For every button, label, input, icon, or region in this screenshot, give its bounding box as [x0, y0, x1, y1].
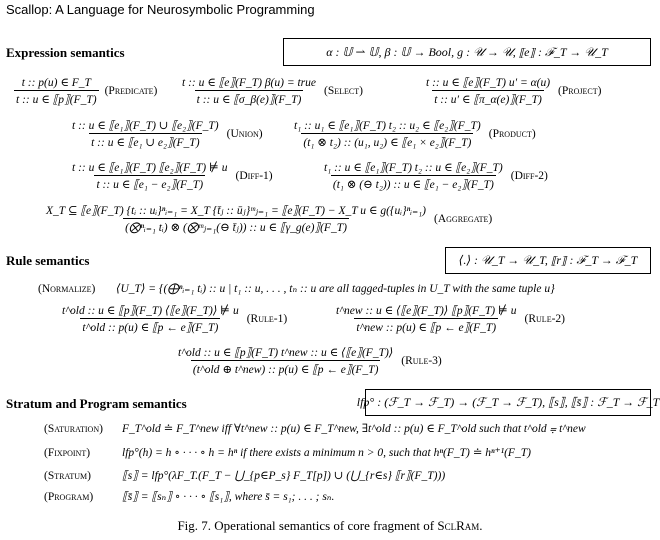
caption-name: SclRam: [437, 518, 480, 533]
line-body: lfp°(h) = h ∘ · · · ∘ h = hⁿ if there exists a minimum n > 0, such that hⁿ(F_T) ≐ hⁿ⁺¹(F_T): [122, 447, 531, 459]
normalize-body: ⟨U_T⟩ = {(⨁ⁿᵢ₌₁ tᵢ) :: u | t₁ :: u, . . . , tₙ :: u are all tagged-tuples in U_T with the same tuple u}: [116, 283, 555, 295]
rule-label: (Diff-1): [235, 169, 273, 182]
rule-label: (Diff-2): [510, 169, 548, 182]
rule-conclusion: t^old :: p(u) ∈ ⟦p ← e⟧(F_T): [80, 318, 220, 334]
normalize-label: (Normalize): [38, 283, 96, 295]
rule-rule-1: [60, 303, 287, 334]
normalize-line: [38, 281, 555, 295]
rule-premise: t :: u ∈ ⟦e₁⟧(F_T) ⟦e₂⟧(F_T) ⊭ u: [72, 162, 228, 174]
running-header: Scallop: A Language for Neurosymbolic Programming: [6, 2, 315, 17]
rule-label: (Rule-2): [524, 312, 565, 325]
line-label: (Fixpoint): [44, 447, 91, 459]
fixpoint-line: [44, 445, 531, 459]
rule-premise: t^old :: u ∈ ⟦p⟧(F_T) t^new :: u ∈ ⟨⟦e⟧(F_T)⟩: [178, 347, 394, 359]
rule-diff-2: [322, 160, 548, 191]
rule-label: (Rule-3): [401, 354, 442, 367]
rule-label: (Union): [226, 127, 263, 140]
section-title-stratum: Stratum and Program semantics: [6, 396, 187, 411]
rule-label: (Rule-1): [246, 312, 288, 325]
rule-premise: t^old :: u ∈ ⟦p⟧(F_T) ⟨⟦e⟧(F_T)⟩ ⊭ u: [62, 305, 239, 317]
stratum-line: [44, 468, 445, 482]
section-title-expression: Expression semantics: [6, 45, 125, 60]
section-title-rule: Rule semantics: [6, 253, 90, 268]
rule-conclusion: t :: u ∈ ⟦p⟧(F_T): [14, 90, 99, 106]
rule-conclusion: t :: u ∈ ⟦e₁ − e₂⟧(F_T): [94, 175, 205, 191]
rule-premise: t₁ :: u ∈ ⟦e₁⟧(F_T) t₂ :: u ∈ ⟦e₂⟧(F_T): [324, 162, 503, 174]
rule-conclusion: (t₁ ⊗ t₂) :: (u₁, u₂) ∈ ⟦e₁ × e₂⟧(F_T): [301, 133, 473, 149]
rule-aggregate: [44, 203, 492, 234]
rule-label: (Select): [324, 84, 363, 97]
rule-label: (Aggregate): [434, 212, 493, 225]
rule-rule-3: [176, 345, 442, 376]
rule-predicate: [14, 75, 157, 106]
line-body: ⟦s̄⟧ = ⟦sₙ⟧ ∘ · · · ∘ ⟦s₁⟧, where s̄ = s₁; . . . ; sₙ.: [122, 491, 335, 503]
rule-label: (Project): [558, 84, 602, 97]
line-label: (Program): [44, 491, 94, 503]
rule-premise: t₁ :: u₁ ∈ ⟦e₁⟧(F_T) t₂ :: u₂ ∈ ⟦e₂⟧(F_T): [294, 120, 481, 132]
line-label: (Saturation): [44, 423, 103, 435]
rule-conclusion: (⨂ⁿᵢ₌₁ tᵢ) ⊗ (⨂ᵐⱼ₌₁(⊖ t̄ⱼ)) :: u ∈ ⟦γ_g(e)⟧(F_T): [123, 218, 349, 234]
rule-rule-2: [334, 303, 565, 334]
rule-premise: t^new :: u ∈ ⟨⟦e⟧(F_T)⟩ ⟦p⟧(F_T) ⊭ u: [336, 305, 517, 317]
rule-select: [180, 75, 363, 106]
rule-conclusion: (t₁ ⊗ (⊖ t₂)) :: u ∈ ⟦e₁ − e₂⟧(F_T): [331, 175, 496, 191]
line-body: ⟦s⟧ = lfp°(λF_T.(F_T − ⋃_{p∈P_s} F_T[p]) ∪ (⋃_{r∈s} ⟦r⟧(F_T))): [122, 470, 446, 482]
program-line: [44, 489, 334, 503]
rule-premise: t :: u ∈ ⟦e₁⟧(F_T) ∪ ⟦e₂⟧(F_T): [72, 120, 219, 132]
rule-premise: t :: p(u) ∈ F_T: [21, 77, 91, 89]
rule-premise: X_T ⊆ ⟦e⟧(F_T) {tᵢ :: uᵢ}ⁿᵢ₌₁ = X_T {t̄ⱼ :: ūⱼ}ᵐⱼ₌₁ = ⟦e⟧(F_T) − X_T u ∈ g({uᵢ}ⁿᵢ₌₁): [46, 205, 426, 217]
rule-conclusion: t :: u ∈ ⟦e₁ ∪ e₂⟧(F_T): [89, 133, 201, 149]
rule-project: [424, 75, 601, 106]
rule-signature-box: ⟨.⟩ : 𝒰_T → 𝒰_T, ⟦r⟧ : ℱ_T → ℱ_T: [445, 247, 651, 274]
rule-conclusion: t :: u ∈ ⟦σ_β(e)⟧(F_T): [195, 90, 304, 106]
rule-union: [70, 118, 263, 149]
rule-premise: t :: u ∈ ⟦e⟧(F_T) β(u) = true: [182, 77, 316, 89]
rule-diff-1: [70, 160, 273, 191]
caption-suffix: .: [479, 518, 483, 533]
rule-label: (Product): [488, 127, 536, 140]
rule-conclusion: t^new :: p(u) ∈ ⟦p ← e⟧(F_T): [354, 318, 498, 334]
line-label: (Stratum): [44, 470, 91, 482]
caption-prefix: Fig. 7. Operational semantics of core fragment of: [177, 518, 438, 533]
rule-premise: t :: u ∈ ⟦e⟧(F_T) u′ = α(u): [426, 77, 551, 89]
rule-label: (Predicate): [104, 84, 158, 97]
rule-conclusion: (t^old ⊕ t^new) :: p(u) ∈ ⟦p ← e⟧(F_T): [191, 360, 381, 376]
rule-product: [292, 118, 536, 149]
expression-signature-box: α : 𝕌 ⇀ 𝕌, β : 𝕌 → Bool, g : 𝒰 → 𝒰, ⟦e⟧ : ℱ_T → 𝒰_T: [283, 38, 651, 66]
line-body: F_T^old ≐ F_T^new iff ∀t^new :: p(u) ∈ F_T^new, ∃t^old :: p(u) ∈ F_T^old such that t^old ⩦ t^new: [122, 423, 586, 435]
saturation-line: [44, 421, 586, 436]
figure-caption: [0, 518, 660, 534]
rule-conclusion: t :: u′ ∈ ⟦π_α(e)⟧(F_T): [432, 90, 544, 106]
stratum-signature-box: lfp° : (ℱ_T → ℱ_T) → (ℱ_T → ℱ_T), ⟦s⟧, ⟦s̄⟧ : ℱ_T → ℱ_T: [365, 389, 651, 416]
